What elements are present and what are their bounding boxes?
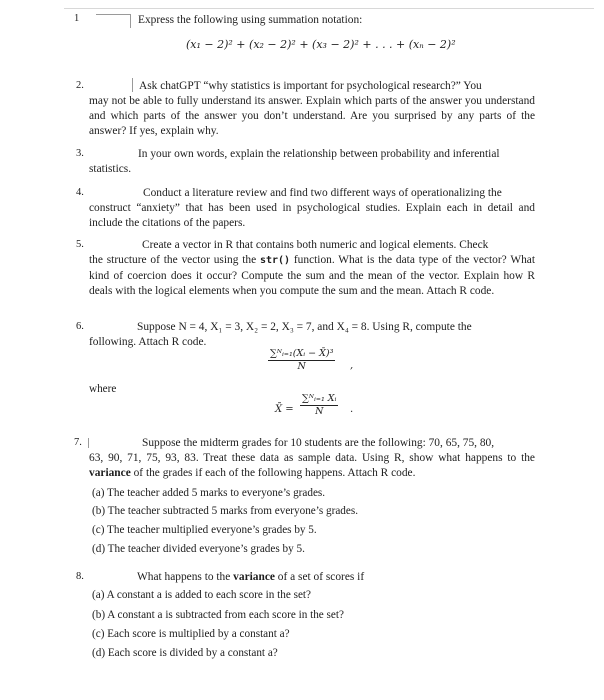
q2-text-lead: Ask chatGPT “why statistics is important for psychological research?” You (139, 80, 482, 92)
q6-formula2-denominator: N (315, 406, 324, 417)
scan-mark (96, 14, 130, 15)
q6-text-rest: following. Attach R code. (89, 336, 207, 348)
q6-formula1-denominator: N (297, 361, 306, 372)
q6-where-label: where (89, 383, 117, 395)
q1-text: Express the following using summation notation: (138, 14, 363, 26)
q8-item-c: (c) Each score is multiplied by a constant a? (92, 628, 290, 640)
q8-text-post: of a set of scores if (274, 571, 365, 583)
q5-text-pre: the structure of the vector using the (89, 254, 260, 266)
q7-text-lead: Suppose the midterm grades for 10 students are the following: 70, 65, 75, 80, (142, 437, 495, 449)
q1-formula: (x₁ − 2)² + (x₂ − 2)² + (x₃ − 2)² + . . . + (xₙ − 2)² (186, 38, 456, 51)
q7-text-pre: 63, 90, 71, 75, 93, 83. Treat these data as sample data. Using R, show what happens to the (89, 452, 535, 464)
q4-number: 4. (76, 187, 84, 198)
q6-formula2-numerator: ∑ᴺᵢ₌₁ Xᵢ (302, 393, 337, 404)
q3-text-rest: statistics. (89, 163, 132, 175)
q7-item-d: (d) The teacher divided everyone’s grades by 5. (92, 543, 305, 555)
q5-number: 5. (76, 239, 84, 250)
q7-item-a: (a) The teacher added 5 marks to everyone’s grades. (92, 487, 326, 499)
q8-text-pre: What happens to the (137, 571, 234, 583)
q5-text-rest (89, 253, 535, 298)
q1-number: 1 (74, 13, 80, 24)
top-rule (64, 8, 594, 9)
q7-text-post: of the grades if each of the following happens. Attach R code. (130, 466, 416, 479)
q6-formula1-tail: , (350, 360, 354, 371)
q8-item-b: (b) A constant a is subtracted from each score in the set? (92, 609, 344, 621)
q5-text-lead: Create a vector in R that contains both numeric and logical elements. Check (142, 239, 489, 251)
q3-text-lead: In your own words, explain the relationship between probability and inferential (138, 148, 500, 160)
q4-text-rest: construct “anxiety” that has been used in psychological studies. Explain each in detail and include the citations of the papers. (89, 202, 535, 229)
q2-text-rest: may not be able to fully understand its answer. Explain which parts of the answer you understand and which parts of the answer you don’t understand. Are you surprised by any parts of the answer? If yes, explain why. (89, 95, 535, 137)
q8-bold-word: variance (233, 571, 275, 583)
scan-mark (130, 14, 131, 28)
q5-code: str() (259, 255, 291, 266)
scan-mark (132, 78, 133, 92)
q7-item-b: (b) The teacher subtracted 5 marks from everyone’s grades. (92, 505, 359, 517)
q6-number: 6. (76, 321, 84, 332)
q7-item-c: (c) The teacher multiplied everyone’s grades by 5. (92, 524, 317, 536)
q6-formula2 (300, 393, 338, 418)
q8-item-a: (a) A constant a is added to each score in the set? (92, 589, 312, 601)
q8-number: 8. (76, 571, 84, 582)
q8-text (137, 570, 535, 585)
q8-item-d: (d) Each score is divided by a constant a? (92, 647, 278, 659)
q4-text-lead: Conduct a literature review and find two different ways of operationalizing the (143, 187, 502, 199)
q7-number: 7. (74, 437, 82, 448)
q5-text-post: function. What is the data type of the vector? What kind of coercion does it occur? Compute the sum and the mean of the vector. Explain how R deals with the logical elements when you compute the sum and the mean. Attach R code. (89, 254, 535, 297)
q2-number: 2. (76, 80, 84, 91)
q3-number: 3. (76, 148, 84, 159)
q6-formula1-numerator: ∑ᴺᵢ₌₁(Xᵢ − X̄)³ (270, 348, 334, 359)
q6-formula2-tail: . (350, 404, 354, 415)
q7-bold-word: variance (89, 466, 131, 479)
q7-text-rest (89, 451, 535, 481)
q6-formula1 (268, 348, 335, 373)
scan-mark (88, 438, 89, 448)
q6-formula2-lhs: X̄ = (275, 404, 294, 415)
q6-text-lead: Suppose N = 4, X₁ = 3, X₂ = 2, X₃ = 7, and X₄ = 8. Using R, compute the (137, 321, 472, 333)
